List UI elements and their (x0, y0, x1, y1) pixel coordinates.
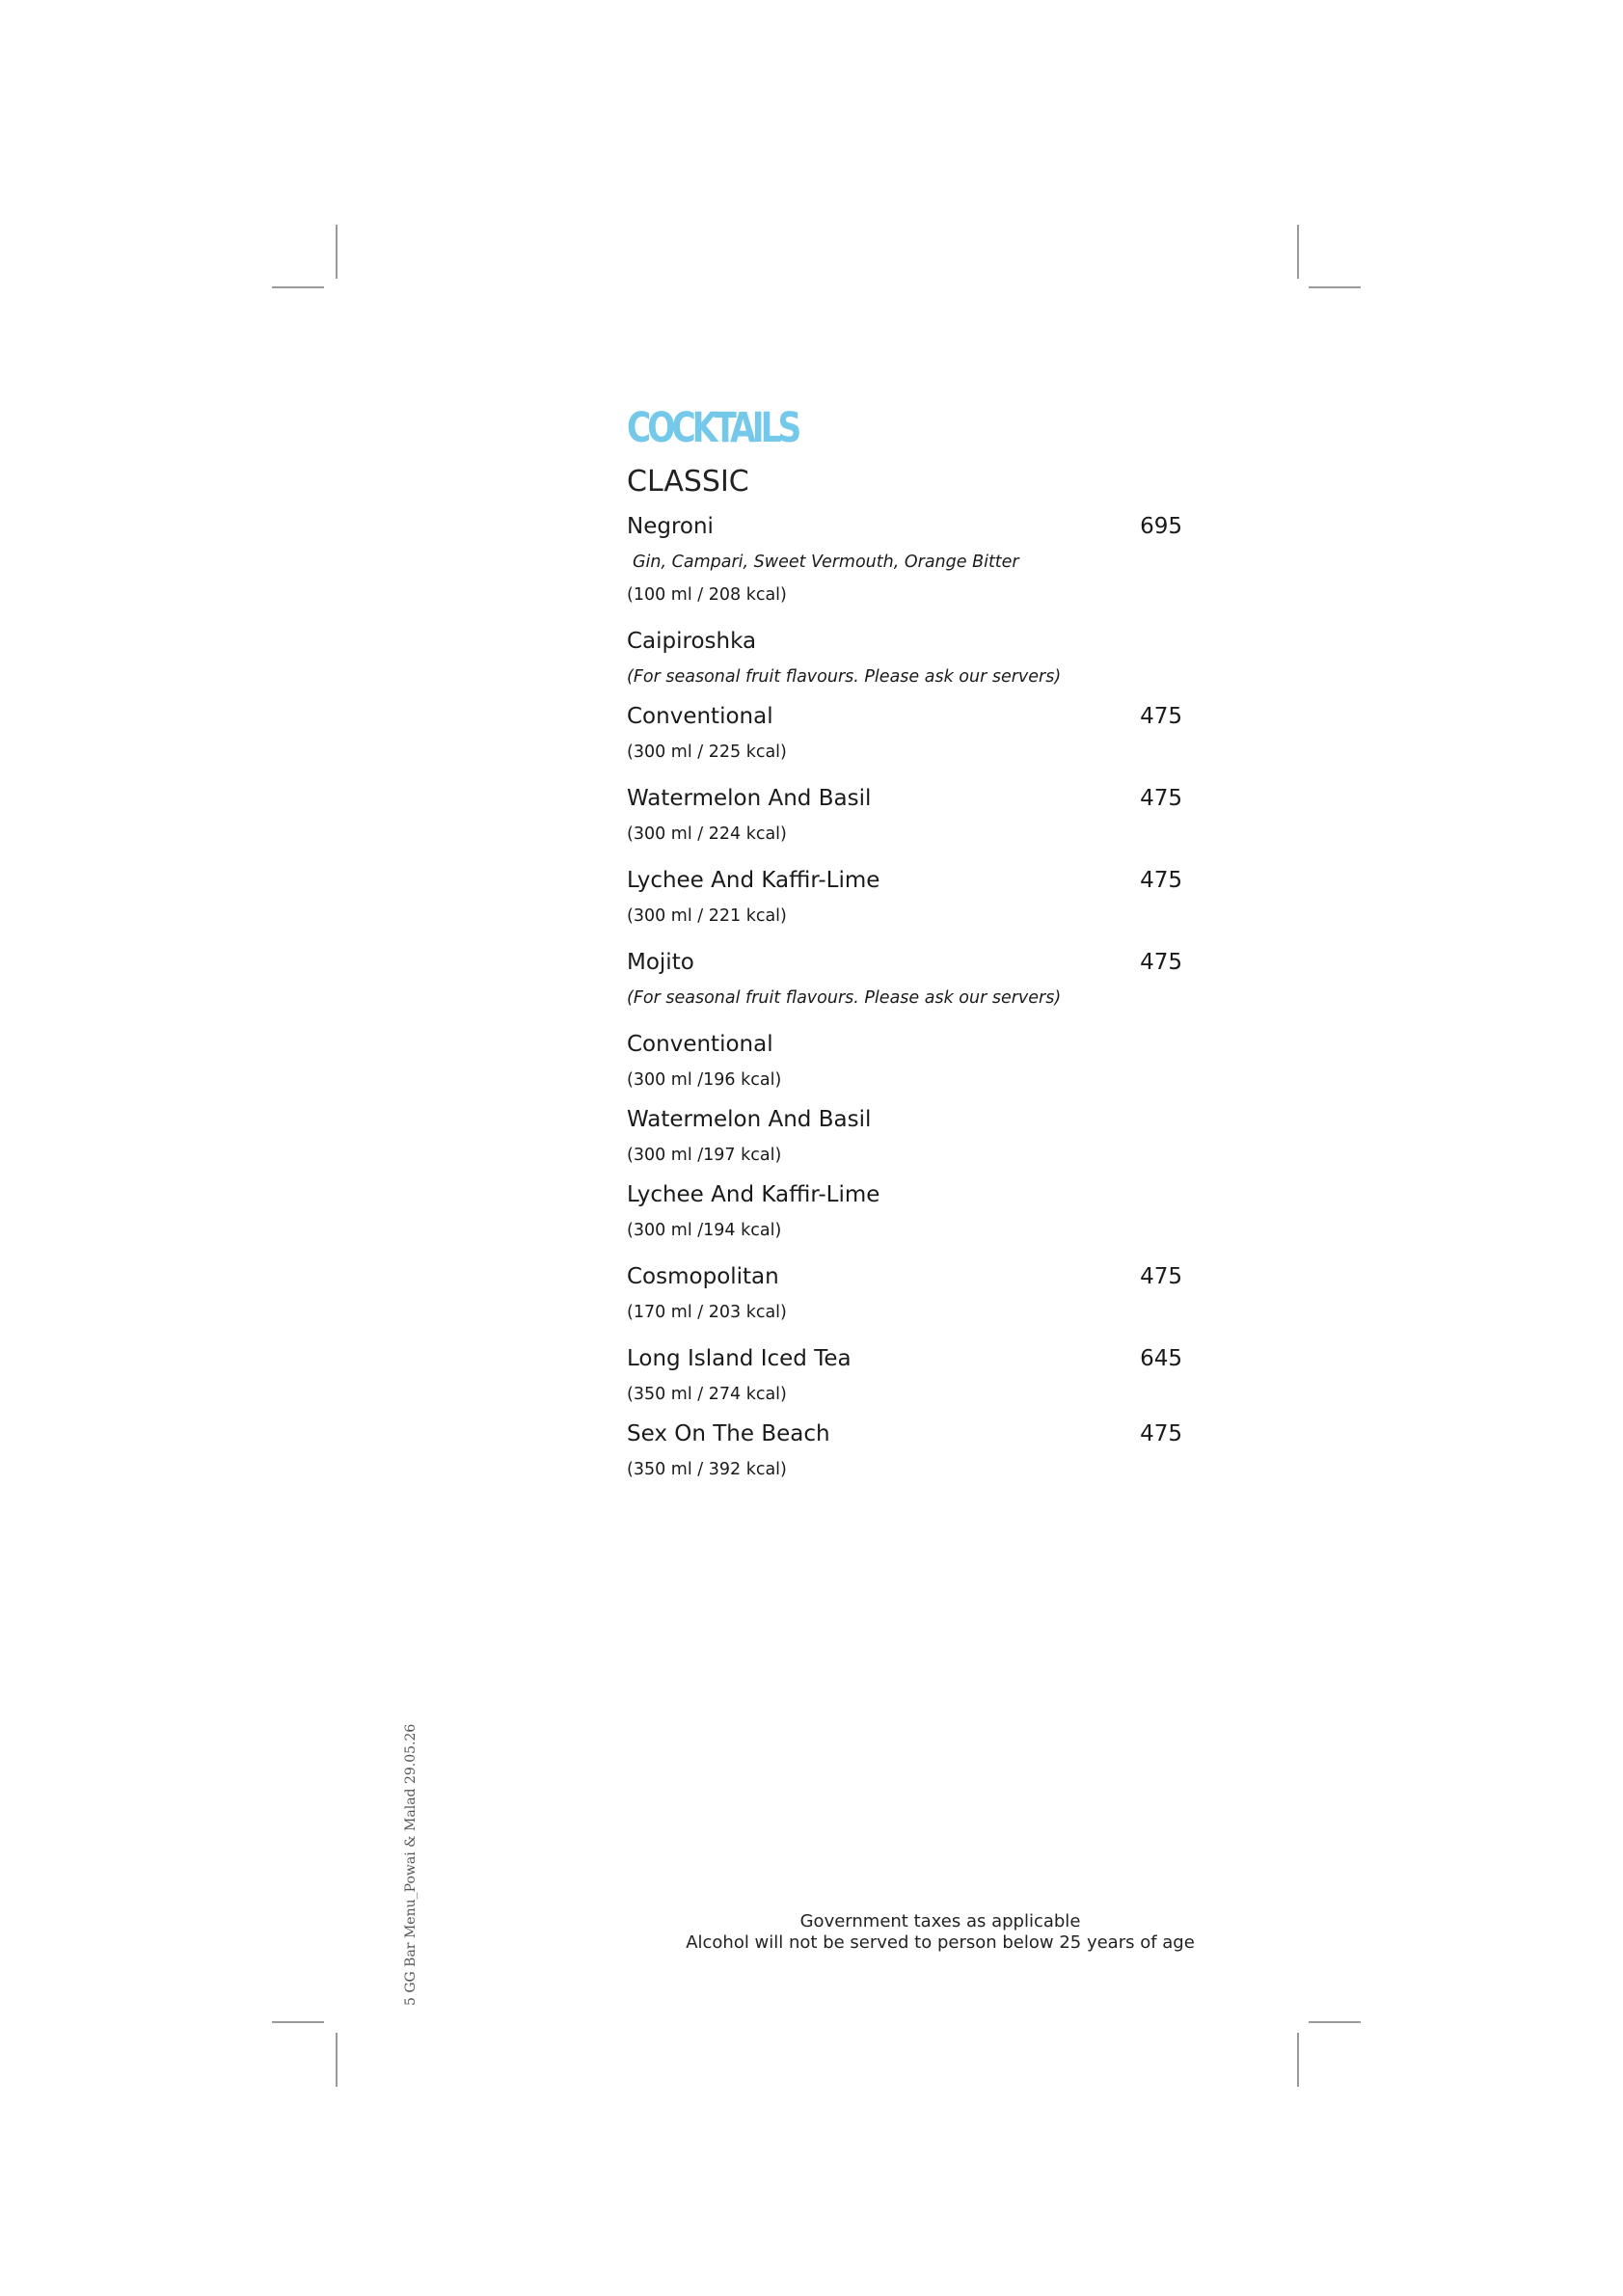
item-price: 475 (1140, 704, 1182, 729)
item-price: 475 (1140, 1264, 1182, 1289)
item-price: 645 (1140, 1346, 1182, 1371)
crop-mark (1309, 286, 1361, 288)
menu-content (627, 405, 1186, 1482)
menu-item (627, 1343, 1186, 1407)
item-name: Conventional (627, 1032, 773, 1057)
item-volume: (100 ml / 208 kcal) (627, 585, 787, 605)
item-description: (For seasonal fruit flavours. Please ask our servers) (627, 988, 1062, 1008)
section-title: CLASSIC (627, 465, 749, 499)
item-name: Caipiroshka (627, 629, 757, 654)
item-price: 475 (1140, 950, 1182, 975)
item-price: 475 (1140, 868, 1182, 893)
item-volume: (300 ml /196 kcal) (627, 1070, 782, 1090)
menu-item (627, 865, 1186, 929)
item-name: Watermelon And Basil (627, 786, 872, 811)
crop-mark (336, 2033, 338, 2087)
item-name: Sex On The Beach (627, 1421, 830, 1446)
item-volume: (300 ml / 225 kcal) (627, 743, 787, 762)
item-volume: (300 ml /194 kcal) (627, 1221, 782, 1240)
item-price: 475 (1140, 1421, 1182, 1446)
menu-item (627, 511, 1186, 608)
item-volume: (300 ml / 221 kcal) (627, 906, 787, 926)
item-volume: (300 ml / 224 kcal) (627, 824, 787, 844)
footer (675, 1911, 1205, 1954)
menu-item (627, 1418, 1186, 1482)
item-volume: (350 ml / 392 kcal) (627, 1460, 787, 1479)
menu-item (627, 783, 1186, 847)
menu-item (627, 1179, 1186, 1243)
item-name: Long Island Iced Tea (627, 1346, 852, 1371)
item-name: Cosmopolitan (627, 1264, 779, 1289)
crop-mark (1297, 2033, 1299, 2087)
menu-item (627, 626, 1186, 689)
menu-items (627, 511, 1186, 1482)
item-volume: (300 ml /197 kcal) (627, 1146, 782, 1165)
item-name: Negroni (627, 514, 714, 539)
crop-mark (1297, 225, 1299, 279)
menu-heading: COCKTAILS (627, 404, 798, 452)
crop-mark (1309, 2021, 1361, 2023)
age-note: Alcohol will not be served to person below 25 years of age (686, 1932, 1195, 1953)
menu-item (627, 1029, 1186, 1093)
item-volume: (170 ml / 203 kcal) (627, 1303, 787, 1322)
crop-mark (272, 2021, 324, 2023)
side-print-label: 5 GG Bar Menu_Powai & Malad 29.05.26 (403, 1723, 419, 2006)
item-price: 475 (1140, 786, 1182, 811)
menu-item (627, 947, 1186, 1011)
item-name: Watermelon And Basil (627, 1107, 872, 1132)
item-name: Lychee And Kaffir-Lime (627, 868, 880, 893)
item-price: 695 (1140, 514, 1182, 539)
crop-mark (336, 225, 338, 279)
item-volume: (350 ml / 274 kcal) (627, 1385, 787, 1404)
crop-mark (272, 286, 324, 288)
menu-item (627, 701, 1186, 765)
item-name: Lychee And Kaffir-Lime (627, 1182, 880, 1207)
tax-note: Government taxes as applicable (799, 1911, 1081, 1931)
item-description: Gin, Campari, Sweet Vermouth, Orange Bitter (633, 553, 1019, 572)
item-name: Conventional (627, 704, 773, 729)
menu-item (627, 1104, 1186, 1168)
menu-item (627, 1261, 1186, 1325)
item-description: (For seasonal fruit flavours. Please ask our servers) (627, 667, 1062, 687)
item-name: Mojito (627, 950, 694, 975)
